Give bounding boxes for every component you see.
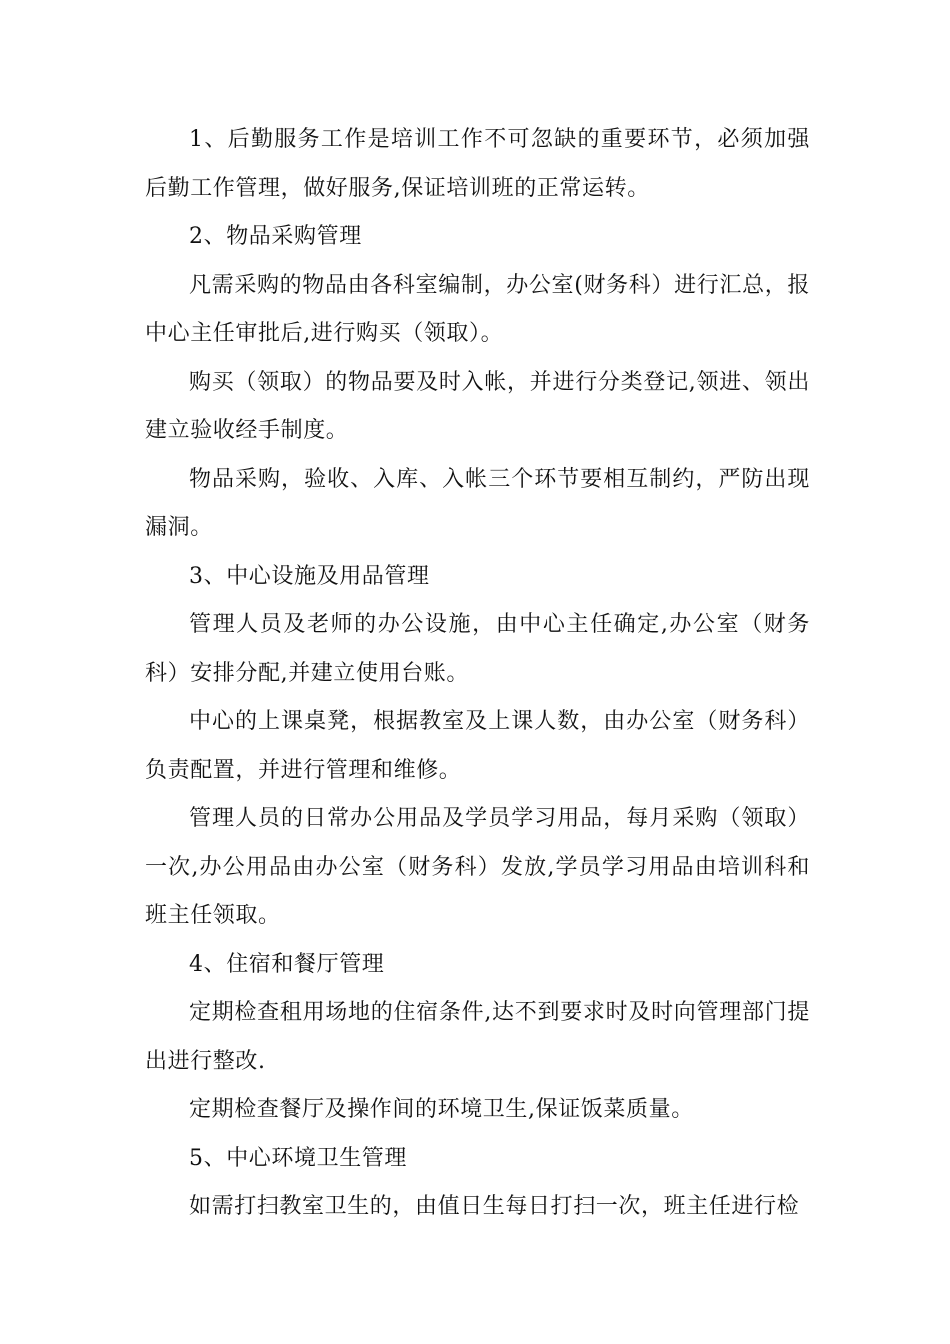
paragraph-3: 凡需采购的物品由各科室编制，办公室(财务科）进行汇总，报中心主任审批后,进行购买（领取）。 bbox=[145, 272, 810, 346]
paragraph-5: 物品采购，验收、入库、入帐三个环节要相互制约，严防出现漏洞。 bbox=[145, 466, 810, 540]
paragraph-1: 1、后勤服务工作是培训工作不可忽缺的重要环节，必须加强后勤工作管理，做好服务,保证培训班的正常运转。 bbox=[145, 127, 810, 201]
section-heading-hygiene: 5、中心环境卫生管理 bbox=[189, 1145, 407, 1171]
paragraph-4: 购买（领取）的物品要及时入帐，并进行分类登记,领进、领出建立验收经手制度。 bbox=[145, 369, 810, 443]
paragraph-14: 如需打扫教室卫生的，由值日生每日打扫一次，班主任进行检 bbox=[189, 1194, 800, 1219]
paragraph-7: 管理人员及老师的办公设施，由中心主任确定,办公室（财务科）安排分配,并建立使用台账。 bbox=[145, 612, 810, 686]
document-body bbox=[145, 116, 810, 1232]
paragraph-8: 中心的上课桌凳，根据教室及上课人数，由办公室（财务科）负责配置，并进行管理和维修。 bbox=[145, 709, 810, 783]
paragraph-11: 定期检查租用场地的住宿条件,达不到要求时及时向管理部门提出进行整改. bbox=[145, 1000, 810, 1074]
section-heading-facilities: 3、中心设施及用品管理 bbox=[189, 563, 430, 589]
section-heading-procurement: 2、物品采购管理 bbox=[189, 224, 362, 249]
paragraph-12: 定期检查餐厅及操作间的环境卫生,保证饭菜质量。 bbox=[189, 1097, 694, 1122]
paragraph-9: 管理人员的日常办公用品及学员学习用品，每月采购（领取）一次,办公用品由办公室（财务科）发放,学员学习用品由培训科和班主任领取。 bbox=[145, 806, 810, 928]
section-heading-lodging: 4、住宿和餐厅管理 bbox=[189, 951, 385, 977]
